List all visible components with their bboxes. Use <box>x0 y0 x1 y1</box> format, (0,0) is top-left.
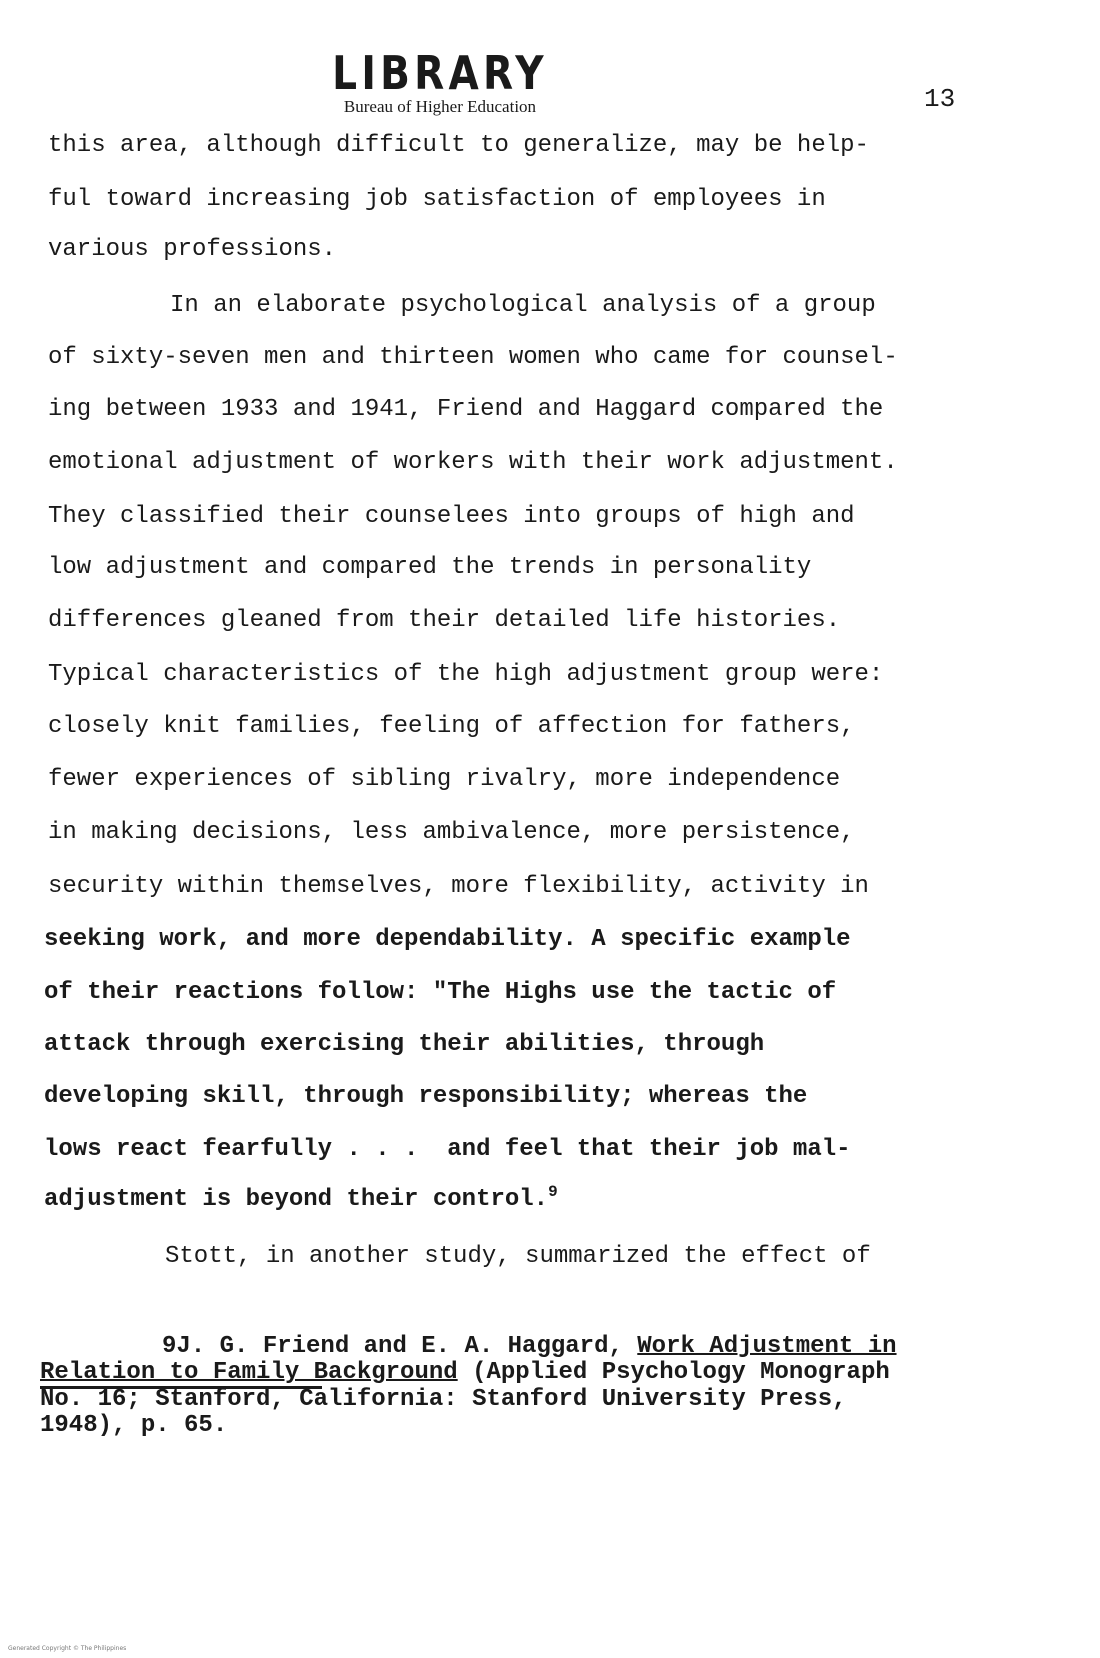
text-line: lows react fearfully . . . and feel that their job mal- <box>44 1136 851 1163</box>
footnote-prefix: 9J. G. Friend and E. A. Haggard, <box>162 1333 638 1360</box>
text-line: ful toward increasing job satisfaction of employees in <box>48 186 826 213</box>
library-stamp <box>270 48 610 116</box>
text-line: Stott, in another study, summarized the effect of <box>165 1243 871 1270</box>
footnote-line: 1948), p. 65. <box>40 1412 228 1439</box>
text-line: in making decisions, less ambivalence, more persistence, <box>48 819 855 846</box>
text-line: attack through exercising their abilities, through <box>44 1031 765 1058</box>
footnote-title-part: Work Adjustment in <box>637 1333 897 1360</box>
text-line: of their reactions follow: "The Highs use the tactic of <box>44 979 837 1006</box>
footnote-line <box>162 1335 897 1359</box>
stamp-title: LIBRARY <box>332 46 548 100</box>
footnote-line: No. 16; Stanford, California: Stanford University Press, <box>40 1386 847 1413</box>
text-line: various professions. <box>48 236 337 263</box>
scan-watermark: Generated Copyright © The Philippines <box>8 1645 127 1652</box>
page-number: 13 <box>924 84 956 114</box>
text-line <box>44 1183 558 1214</box>
text-line: differences gleaned from their detailed life histories. <box>48 607 841 634</box>
text-line: seeking work, and more dependability. A specific example <box>44 926 851 953</box>
footnote-line <box>40 1361 890 1385</box>
stamp-subtitle: Bureau of Higher Education <box>343 97 537 116</box>
text-line: ing between 1933 and 1941, Friend and Haggard compared the <box>48 396 884 423</box>
footnote-ref: 9 <box>548 1183 558 1201</box>
text-line: closely knit families, feeling of affection for fathers, <box>48 713 855 740</box>
text-line: Typical characteristics of the high adjustment group were: <box>48 661 884 688</box>
text-line: of sixty-seven men and thirteen women who came for counsel- <box>48 344 898 371</box>
text-line: fewer experiences of sibling rivalry, more independence <box>48 766 841 793</box>
text-line: low adjustment and compared the trends in personality <box>48 554 812 581</box>
text-line: emotional adjustment of workers with their work adjustment. <box>48 449 898 476</box>
text-line: security within themselves, more flexibility, activity in <box>48 873 869 900</box>
footnote-text: (Applied Psychology Monograph <box>457 1359 890 1386</box>
text-line: They classified their counselees into groups of high and <box>48 503 855 530</box>
text-line: In an elaborate psychological analysis of a group <box>170 292 876 319</box>
footnote-title-part: Relation to Family Background <box>40 1359 458 1386</box>
text-line-content: adjustment is beyond their control. <box>44 1186 549 1213</box>
text-line: this area, although difficult to generalize, may be help- <box>48 132 869 159</box>
text-line: developing skill, through responsibility; whereas the <box>44 1083 808 1110</box>
